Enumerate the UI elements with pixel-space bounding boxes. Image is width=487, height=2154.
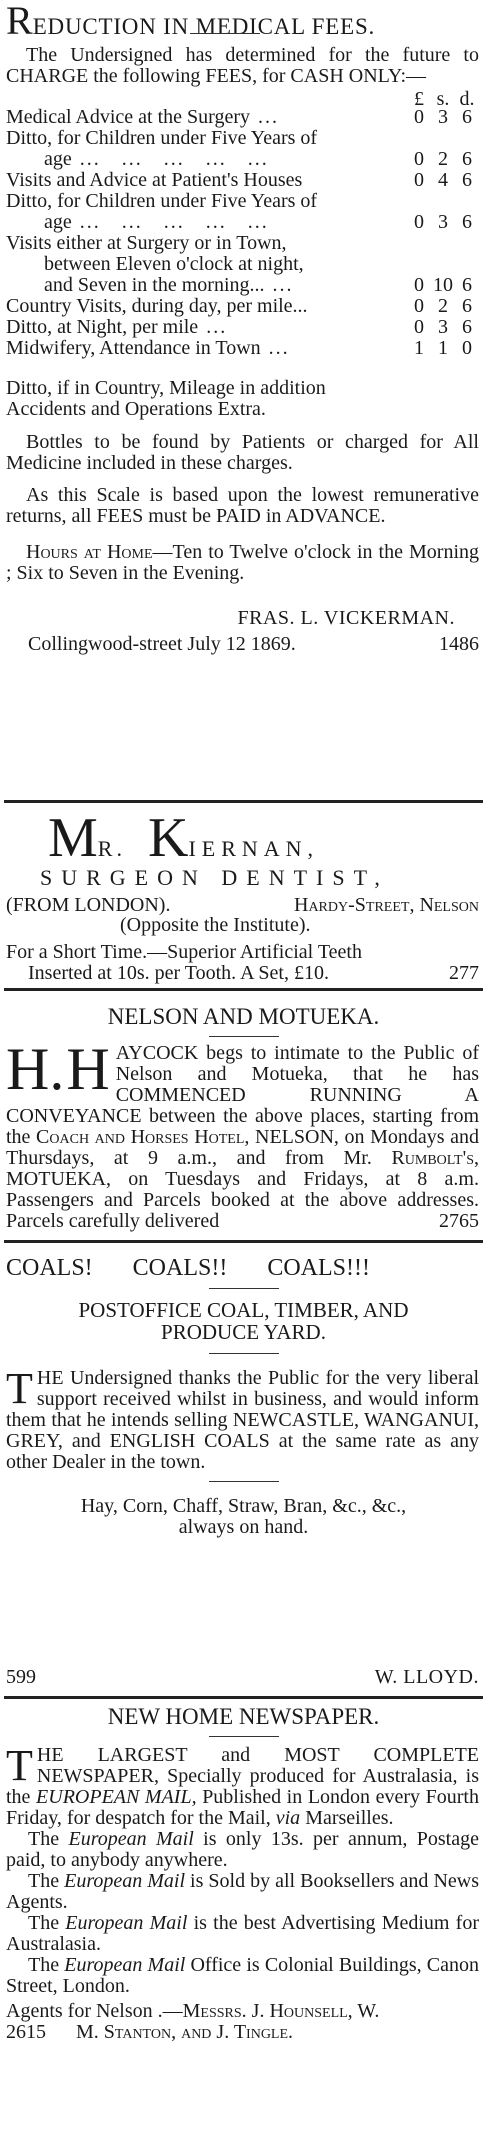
title-rest: EDUCTION IN MEDICAL FEES. [32,14,376,39]
ad-number: 277 [449,962,479,984]
ad-number: 599 [6,1666,36,1688]
ad-title: COALS! COALS!! COALS!!! [6,1255,370,1281]
european-mail: European Mail [64,1954,186,1976]
european-mail-title: EUROPEAN MAIL, [36,1786,197,1808]
fee-label [6,191,479,212]
fee-row-continued [0,254,487,275]
leader-dots: ... ... ... ... ... [79,212,269,233]
accidents-line: Accidents and Operations Extra. [6,398,266,420]
body-start: AYCOCK begs to intimate to the Public of Nelson and Motueka, that he has COMMENCED RUNNING A CONVEYANCE between the above places, starting from the [6,1042,479,1148]
fee-label-text: and Seven in the morning... [44,275,265,296]
ad-title: NELSON AND MOTUEKA. [107,1004,380,1029]
fee-amount-s: 1 [438,337,448,359]
fee-amount-s: 3 [438,106,448,128]
newspaper-ad [0,1704,487,2043]
p4-lead: The [28,1912,60,1934]
fee-label-text: Ditto, for Children under Five Years of [6,191,318,212]
fee-label-text: Ditto, at Night, per mile [6,317,199,338]
divider [209,1481,279,1482]
hotel-name: Coach and Horses Hotel, [36,1126,250,1148]
fee-label-text: Visits either at Surgery or in Town, [6,233,287,254]
signature: FRAS. L. VICKERMAN. [237,607,455,629]
unit-shillings: s. [436,88,450,110]
dropcap-h1: H. [6,1036,65,1102]
fee-row [0,338,487,359]
scale-text: As this Scale is based upon the lowest remunerative returns, all FEES must be PAID in ADVANCE. [6,484,479,527]
intro-text: The Undersigned has determined for the future to CHARGE the following FEES, for CASH ONLY:— [6,44,479,87]
fee-label-text: age [44,212,72,233]
body-end: MOTUEKA, on Tuesdays and Fridays, at 8 a.m. Passengers and Parcels booked at the above addresses. Parcels carefully delivered [6,1168,479,1232]
fee-label-text: Medical Advice at the Surgery [6,107,251,128]
leader-dots: ... [272,275,294,296]
dentist-line1: For a Short Time.—Superior Artificial Teeth [6,941,362,963]
title-underline [209,1036,279,1037]
fee-amount-d: 6 [462,169,472,191]
p5-lead: The [28,1954,60,1976]
fee-label-text: Country Visits, during day, per mile... [6,296,308,317]
name-r: R. [97,836,126,861]
unit-pence: d. [459,88,475,110]
mileage-line: Ditto, if in Country, Mileage in addition [6,377,326,399]
fee-amount-l: 0 [414,211,424,233]
fee-table [0,107,487,359]
leader-dots: ... [268,338,290,359]
european-mail: European Mail [68,1828,194,1850]
coals-ad [0,1254,487,1538]
agents-lead: Agents for Nelson .— [6,2000,183,2022]
fee-amount-l: 0 [414,148,424,170]
european-mail: European Mail [65,1912,188,1934]
fee-row-continued [0,191,487,212]
signature: W. LLOYD. [374,1666,479,1688]
column-rule [4,988,483,991]
title-underline [190,33,260,34]
european-mail: European Mail [64,1870,186,1892]
leader-dots: ... [258,107,280,128]
fee-amount-d: 6 [462,148,472,170]
fee-amount-s: 10 [433,274,453,296]
agents-line-2 [6,2022,479,2043]
rumbolt-name: Rumbolt's, [391,1147,479,1169]
dentist-ad [0,807,487,984]
marseilles: Marseilles. [305,1807,394,1829]
fee-amount-l: 0 [414,169,424,191]
fee-amount-l: 0 [414,295,424,317]
fee-label-text: Visits and Advice at Patient's Houses [6,170,303,191]
p3-text: is Sold by all Booksellers and News Agents. [6,1870,479,1913]
p2 [6,1829,479,1871]
hay-text: Hay, Corn, Chaff, Straw, Bran, &c., &c., always on hand. [80,1495,407,1538]
coals-body [6,1364,479,1473]
from-london: (FROM LONDON). [6,894,171,916]
fee-row-continued [0,233,487,254]
medical-fees-ad-footer [0,512,487,803]
title-dropcap: R [6,0,33,43]
fee-amount-s: 3 [438,211,448,233]
name-k: K [147,807,189,869]
fee-row [0,107,487,128]
fee-row-continued [0,128,487,149]
fee-label [6,296,407,317]
fee-amount-d: 6 [462,106,472,128]
p5 [6,1955,479,1997]
name-iernan: IERNAN, [188,836,320,861]
fee-amount-d: 6 [462,316,472,338]
ad-title: NEW HOME NEWSPAPER. [107,1704,380,1729]
fee-label-text: Midwifery, Attendance in Town [6,338,261,359]
opposite-institute: (Opposite the Institute). [120,914,311,936]
leader-dots: ... [206,317,228,338]
fee-amount-d: 0 [462,337,472,359]
ad-title [6,0,376,43]
fee-label [6,338,407,359]
fee-row [0,212,487,233]
dropcap-h2: H [66,1036,110,1102]
fee-label [6,149,407,170]
fee-label [6,233,479,254]
p4 [6,1913,479,1955]
p5-text: Office is Colonial Buildings, Canon Street, London. [6,1954,480,1997]
dentist-address: Hardy-Street, Nelson [294,894,479,916]
fee-amount-s: 3 [438,316,448,338]
title-underline [209,1736,279,1737]
title-underline [209,1288,279,1289]
ad-number: 2615 [6,2021,46,2043]
fee-amount-l: 0 [414,106,424,128]
haycock-body [6,1036,480,1232]
coals-subtitle: POSTOFFICE COAL, TIMBER, AND PRODUCE YARD. [78,1298,409,1344]
fee-label-text: between Eleven o'clock at night, [44,254,304,275]
bottles-text: Bottles to be found by Patients or charged for All Medicine included in these charges. [6,431,479,474]
column-rule [4,1240,483,1243]
dropcap-t: T [6,1741,33,1790]
newspaper-body [6,1741,479,1829]
fee-amount-s: 2 [438,148,448,170]
dentist-subtitle: SURGEON DENTIST, [40,865,389,890]
ad-number: 2765 [439,1210,479,1232]
via: via [275,1807,301,1829]
fee-label-text: age [44,149,72,170]
column-rule [4,800,483,803]
fee-amount-d: 6 [462,211,472,233]
fee-label-text: Ditto, for Children under Five Years of [6,128,318,149]
coals-text: HE Undersigned thanks the Public for the very liberal support received whilst in business, and would inform them that he intends selling NEWCASTLE, WANGANUI, GREY, and ENGLISH COALS at the same rate as any other Dealer in the town. [6,1367,479,1473]
agents-line [6,2001,479,2022]
fee-label [6,107,407,128]
fee-row [0,149,487,170]
p2-text: is only 13s. per annum, Postage paid, to anybody anywhere. [6,1828,479,1871]
agents-names: Messrs. J. Hounsell, W. [182,2000,380,2022]
ad-number: 1486 [439,633,479,655]
p3-lead: The [28,1870,60,1892]
fee-amount-d: 6 [462,274,472,296]
fee-amount-d: 6 [462,295,472,317]
body-mid: NELSON, on Mondays and Thursdays, at 9 a.m., and from Mr. [6,1126,480,1169]
fee-label [6,254,479,275]
agents-names-2: M. Stanton, and J. Tingle. [76,2021,294,2043]
dentist-line2: Inserted at 10s. per Tooth. A Set, £10. [28,962,329,984]
subtitle-underline [209,1353,279,1354]
hours-lead: Hours at Home [26,541,153,563]
fee-label [6,275,407,296]
nelson-motueka-ad [0,1000,487,1232]
fee-row [0,275,487,296]
dropcap-t: T [6,1364,33,1413]
place-date: Collingwood-street July 12 1869. [28,633,296,655]
fee-label [6,317,407,338]
fee-row [0,170,487,191]
p2-lead: The [28,1828,60,1850]
fee-amount-l: 0 [414,274,424,296]
p1: HE LARGEST and MOST COMPLETE NEWSPAPER, Specially produced for Australasia, is the [6,1744,479,1808]
fee-label [6,170,407,191]
fee-amount-l: 0 [414,316,424,338]
column-rule [4,1696,483,1699]
fee-row [0,296,487,317]
fee-amount-s: 2 [438,295,448,317]
unit-pounds: £ [414,88,424,110]
hours-rest: —Ten to Twelve o'clock in the Morning ; Six to Seven in the Evening. [6,541,479,584]
fee-amount-l: 1 [414,337,424,359]
fee-label [6,212,407,233]
p1-end: Published in London every Fourth Friday, for despatch for the Mail, [6,1786,479,1829]
hours-text [6,542,479,584]
name-m: M [48,807,98,869]
p3 [6,1871,479,1913]
fee-label [6,128,479,149]
fee-amount-s: 4 [438,169,448,191]
medical-fees-ad [0,0,487,527]
fee-row [0,317,487,338]
dentist-name [48,807,320,869]
p4-text: is the best Advertising Medium for Australasia. [6,1912,479,1955]
leader-dots: ... ... ... ... ... [79,149,269,170]
